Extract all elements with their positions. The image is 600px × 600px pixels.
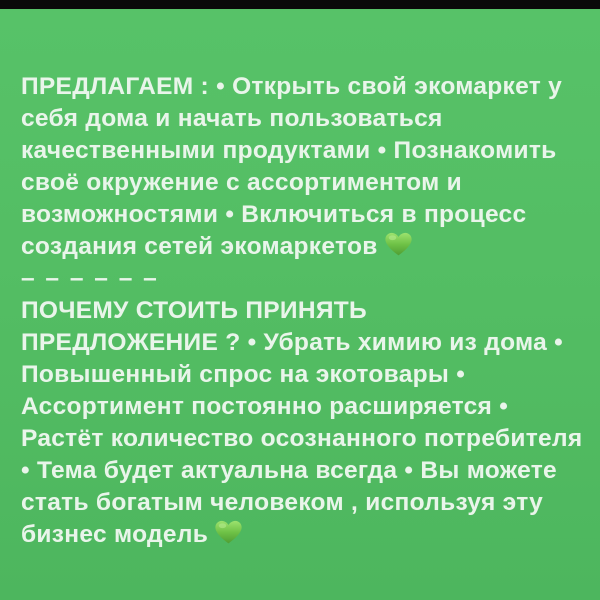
reason-line: Повышенный спрос на экотовары •	[21, 361, 466, 388]
section-divider: – – – – – –	[21, 265, 159, 292]
offer-line: качественными продуктами • Познакомить	[21, 137, 557, 164]
offer-line: себя дома и начать пользоваться	[21, 105, 443, 132]
offer-line: ПРЕДЛАГАЕМ : • Открыть свой экомаркет у	[21, 73, 563, 100]
green-heart-icon	[385, 232, 412, 257]
reason-line: ПРЕДЛОЖЕНИЕ ? • Убрать химию из дома •	[21, 329, 564, 356]
letterbox-top-bar	[0, 0, 600, 9]
offer-line: возможностями • Включиться в процесс	[21, 201, 527, 228]
reason-line-text: бизнес модель	[21, 521, 209, 548]
post-text-block	[0, 9, 600, 551]
reason-line: Растёт количество осознанного потребителя	[21, 425, 583, 452]
offer-line: своё окружение с ассортиментом и	[21, 169, 462, 196]
post-background	[0, 9, 600, 600]
reason-line: ПОЧЕМУ СТОИТЬ ПРИНЯТЬ	[21, 297, 367, 324]
green-heart-icon	[215, 520, 242, 545]
offer-line-text: создания сетей экомаркетов	[21, 233, 378, 260]
reason-line: • Тема будет актуальна всегда • Вы можете	[21, 457, 557, 484]
offer-line-last	[21, 231, 586, 263]
reason-line-last	[21, 519, 586, 551]
reason-line: Ассортимент постоянно расширяется •	[21, 393, 509, 420]
reason-line: стать богатым человеком , используя эту	[21, 489, 544, 516]
